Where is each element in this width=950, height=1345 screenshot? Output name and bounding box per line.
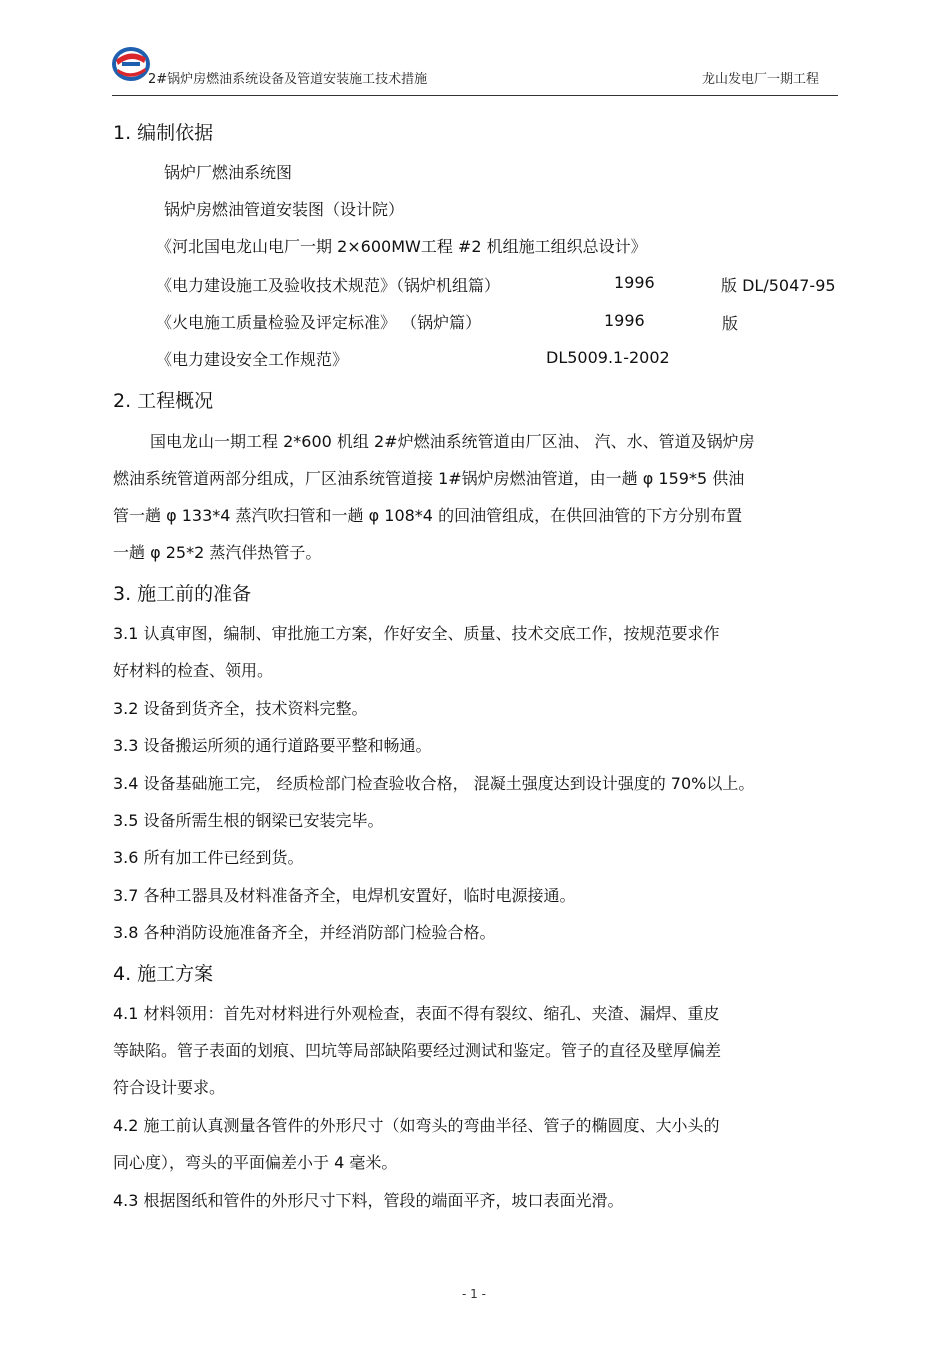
- header-rule: [112, 95, 838, 96]
- prep-item-3-2: 3.2 设备到货齐全，技术资料完整。: [113, 699, 368, 718]
- section-4-heading: 4. 施工方案: [113, 963, 214, 985]
- section-3-heading: 3. 施工前的准备: [113, 583, 252, 605]
- overview-line-2: 燃油系统管道两部分组成，厂区油系统管道接 1#锅炉房燃油管道，由一趟 φ 159*5 供油: [113, 469, 745, 488]
- plan-item-4-1-cont-1: 等缺陷。管子表面的划痕、凹坑等局部缺陷要经过测试和鉴定。管子的直径及壁厚偏差: [113, 1041, 722, 1060]
- ref-item-3: 《河北国电龙山电厂一期 2×600MW工程 #2 机组施工组织总设计》: [156, 237, 647, 256]
- ref-item-5-year: 1996: [604, 311, 645, 330]
- company-logo-icon: [110, 44, 152, 84]
- header-project: 龙山发电厂一期工程: [702, 72, 820, 87]
- prep-item-3-3: 3.3 设备搬运所须的通行道路要平整和畅通。: [113, 736, 432, 755]
- plan-item-4-2-cont: 同心度），弯头的平面偏差小于 4 毫米。: [113, 1153, 398, 1172]
- overview-line-1: 国电龙山一期工程 2*600 机组 2#炉燃油系统管道由厂区油、 汽、水、管道及锅炉房: [150, 432, 755, 451]
- prep-item-3-5: 3.5 设备所需生根的钢梁已安装完毕。: [113, 811, 384, 830]
- prep-item-3-4: 3.4 设备基础施工完， 经质检部门检查验收合格， 混凝土强度达到设计强度的 70%以上。: [113, 774, 755, 793]
- plan-item-4-1-cont-2: 符合设计要求。: [113, 1078, 226, 1097]
- ref-item-1: 锅炉厂燃油系统图: [164, 163, 293, 182]
- prep-item-3-1: 3.1 认真审图，编制、审批施工方案，作好安全、质量、技术交底工作，按规范要求作: [113, 624, 720, 643]
- overview-line-3: 管一趟 φ 133*4 蒸汽吹扫管和一趟 φ 108*4 的回油管组成，在供回油管的下方分别布置: [113, 506, 743, 525]
- ref-item-4-title: 《电力建设施工及验收技术规范》（锅炉机组篇）: [156, 276, 501, 295]
- ref-item-4-suffix: 版 DL/5047-95: [721, 276, 836, 295]
- plan-item-4-3: 4.3 根据图纸和管件的外形尺寸下料，管段的端面平齐，坡口表面光滑。: [113, 1191, 624, 1210]
- plan-item-4-1: 4.1 材料领用：首先对材料进行外观检查，表面不得有裂纹、缩孔、夹渣、漏焊、重皮: [113, 1004, 720, 1023]
- section-2-heading: 2. 工程概况: [113, 390, 214, 412]
- ref-item-4-year: 1996: [614, 273, 655, 292]
- ref-item-6-title: 《电力建设安全工作规范》: [156, 350, 349, 369]
- ref-item-5-title: 《火电施工质量检验及评定标准》 （锅炉篇）: [156, 313, 482, 332]
- ref-item-2: 锅炉房燃油管道安装图（设计院）: [164, 200, 405, 219]
- prep-item-3-6: 3.6 所有加工件已经到货。: [113, 848, 304, 867]
- plan-item-4-2: 4.2 施工前认真测量各管件的外形尺寸（如弯头的弯曲半径、管子的椭圆度、大小头的: [113, 1116, 720, 1135]
- prep-item-3-7: 3.7 各种工器具及材料准备齐全，电焊机安置好，临时电源接通。: [113, 886, 576, 905]
- page-number: - 1 -: [462, 1287, 486, 1301]
- ref-item-6-code: DL5009.1-2002: [546, 348, 670, 367]
- ref-item-5-suffix: 版: [722, 314, 739, 333]
- section-1-heading: 1. 编制依据: [113, 122, 214, 144]
- overview-line-4: 一趟 φ 25*2 蒸汽伴热管子。: [113, 543, 322, 562]
- prep-item-3-8: 3.8 各种消防设施准备齐全，并经消防部门检验合格。: [113, 923, 496, 942]
- prep-item-3-1-cont: 好材料的检查、领用。: [113, 661, 274, 680]
- header-title: 2#锅炉房燃油系统设备及管道安装施工技术措施: [148, 72, 428, 87]
